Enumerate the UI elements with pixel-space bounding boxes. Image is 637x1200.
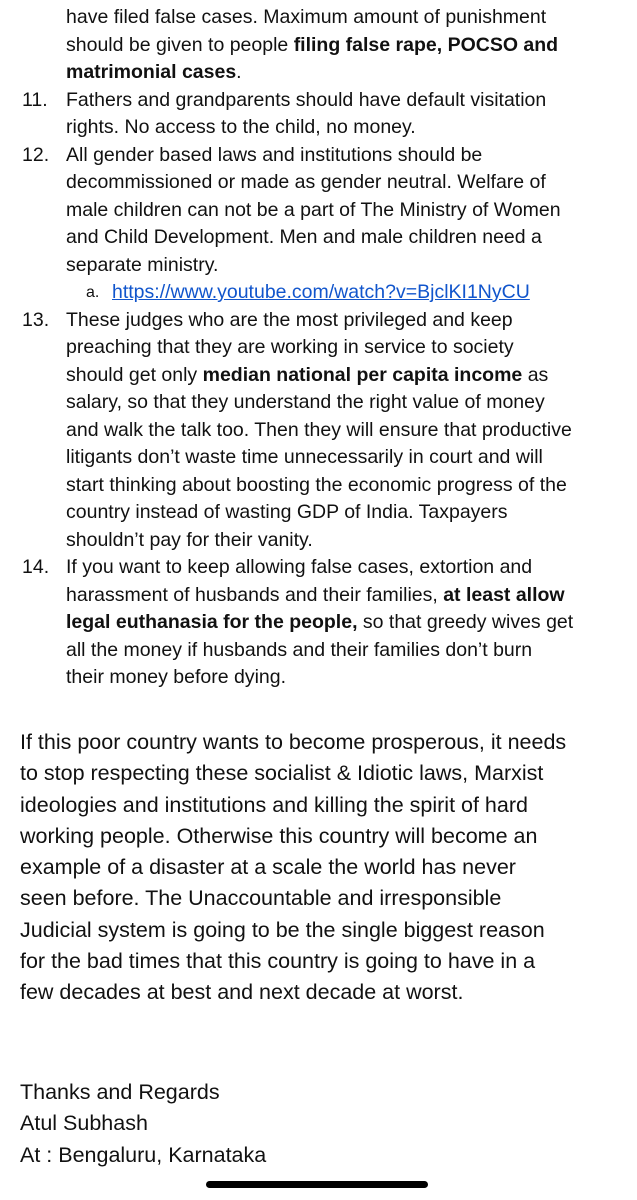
text-line: and Child Development. Men and male children need a [66, 226, 542, 248]
text-line: country instead of wasting GDP of India. Taxpayers [66, 501, 508, 523]
text-line: have filed false cases. Maximum amount of punishment [66, 6, 547, 28]
text-line: ideologies and institutions and killing the spirit of hard [20, 792, 528, 817]
list-item-10-continuation [0, 4, 637, 87]
closing-line: Thanks and Regards [20, 1080, 220, 1104]
text-line: rights. No access to the child, no money. [66, 116, 416, 138]
list-number: 13. [22, 308, 50, 331]
text-line: . [236, 61, 242, 83]
bold-text: filing false rape, POCSO and [293, 33, 559, 56]
bold-text: legal euthanasia for the people, [66, 611, 358, 633]
bold-text: median national per capita income [202, 363, 523, 386]
list-item-11 [0, 87, 637, 142]
text-line: to stop respecting these socialist & Idiotic laws, Marxist [20, 761, 544, 786]
youtube-link[interactable]: https://www.youtube.com/watch?v=BjclKI1NyCU [112, 281, 530, 303]
text-line: salary, so that they understand the right value of money [66, 391, 545, 413]
text-line: their money before dying. [66, 666, 287, 688]
text-line: should be given to people [66, 33, 294, 56]
text-line: all the money if husbands and their families don’t burn [66, 638, 533, 661]
text-line: Fathers and grandparents should have default visitation [66, 88, 547, 111]
list-number: 14. [22, 556, 50, 578]
sub-list-letter: a. [86, 284, 100, 301]
text-line: male children can not be a part of The Ministry of Women [66, 198, 561, 221]
home-indicator[interactable] [206, 1181, 428, 1188]
list-item-13 [0, 307, 637, 555]
text-line: as [522, 363, 549, 386]
author-location: At : Bengaluru, Karnataka [20, 1142, 267, 1167]
list-number: 11. [22, 88, 48, 111]
list-number: 12. [22, 143, 50, 166]
text-line: working people. Otherwise this country will become an [20, 823, 538, 848]
text-line: for the bad times that this country is going to have in a [20, 949, 536, 974]
list-item-12 [0, 142, 637, 280]
text-line: separate ministry. [66, 253, 219, 276]
text-line: litigants don’t waste time unnecessarily in court and will [66, 446, 543, 468]
text-line: decommissioned or made as gender neutral. Welfare of [66, 171, 546, 193]
numbered-list [0, 4, 637, 692]
text-line: example of a disaster at a scale the world has never [20, 855, 516, 880]
text-line: preaching that they are working in service to society [66, 336, 514, 358]
list-item-14 [0, 554, 637, 692]
conclusion-paragraph [20, 727, 632, 1009]
text-line: If you want to keep allowing false cases, extortion and [66, 556, 533, 578]
sub-list-item-a [0, 279, 637, 307]
signature-block [20, 1077, 266, 1171]
text-line: should get only [66, 363, 203, 386]
bold-text: at least allow [443, 583, 565, 606]
text-line: seen before. The Unaccountable and irresponsible [20, 886, 502, 911]
author-name: Atul Subhash [20, 1111, 148, 1136]
text-line: start thinking about boosting the economic progress of the [66, 473, 567, 496]
text-line: few decades at best and next decade at worst. [20, 980, 464, 1005]
text-line: shouldn’t pay for their vanity. [66, 528, 313, 551]
text-line: These judges who are the most privileged and keep [66, 308, 513, 331]
text-line: so that greedy wives get [357, 611, 574, 633]
text-line: harassment of husbands and their families, [66, 583, 444, 606]
text-line: and walk the talk too. Then they will ensure that productive [66, 418, 572, 441]
text-line: If this poor country wants to become prosperous, it needs [20, 730, 567, 754]
bold-text: matrimonial cases [66, 61, 237, 83]
text-line: All gender based laws and institutions should be [66, 143, 483, 166]
text-line: Judicial system is going to be the single biggest reason [20, 917, 545, 942]
